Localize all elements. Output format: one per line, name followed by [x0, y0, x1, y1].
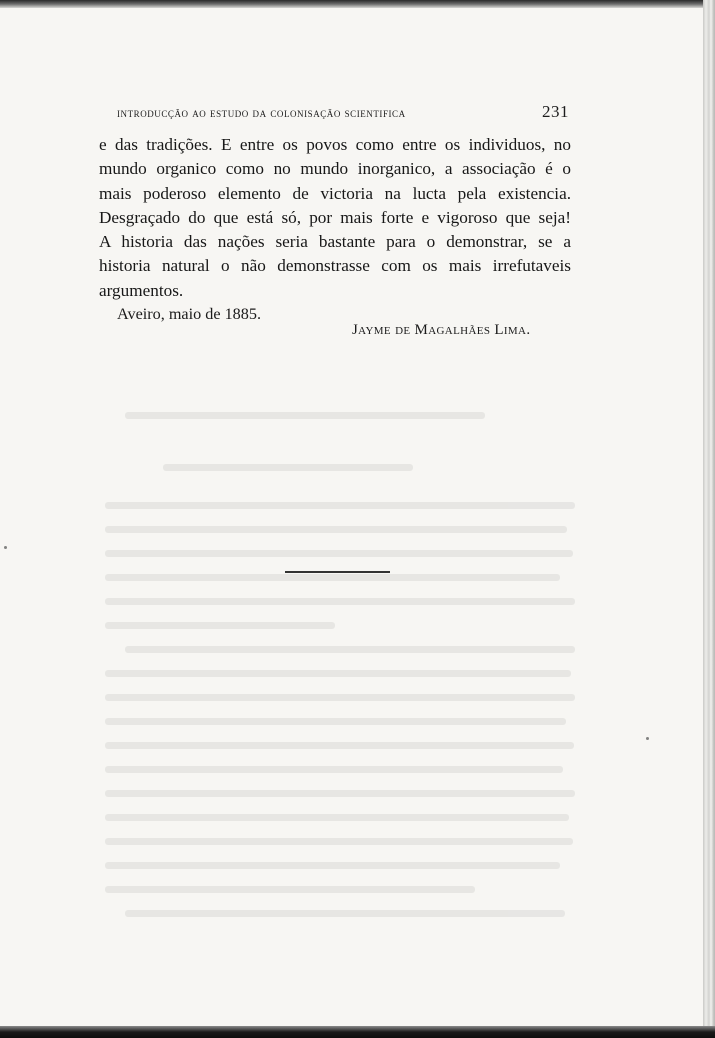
section-rule: [285, 571, 390, 573]
text-line: A historia das nações seria bastante para o demonstrar, se a: [99, 232, 571, 252]
running-header: [117, 102, 569, 124]
scan-top-edge: [0, 0, 715, 8]
page-number: 231: [542, 102, 569, 121]
author-signature: Jayme de Magalhães Lima.: [352, 322, 531, 338]
text-line: mais poderoso elemento de victoria na lucta pela existencia.: [99, 183, 571, 203]
text-line: mundo organico como no mundo inorganico, a associação é o: [99, 159, 571, 179]
scan-bottom-edge: [0, 1026, 715, 1038]
text-line: historia natural o não demonstrasse com os mais irrefutaveis: [99, 256, 571, 276]
text-line: e das tradições. E entre os povos como entre os individuos, no: [99, 135, 571, 154]
book-page-edges: [703, 0, 715, 1038]
text-line: Desgraçado do que está só, por mais forte e vigoroso que seja!: [99, 207, 571, 227]
show-through-text: [105, 344, 575, 919]
running-title: introducção ao estudo da colonisação scientifica: [117, 106, 406, 120]
book-page: [0, 6, 703, 1030]
dateline: Aveiro, maio de 1885.: [117, 305, 262, 323]
margin-speck: [4, 546, 7, 549]
text-line: argumentos.: [99, 280, 184, 300]
margin-speck: [646, 737, 649, 740]
body-paragraph: [99, 133, 571, 303]
